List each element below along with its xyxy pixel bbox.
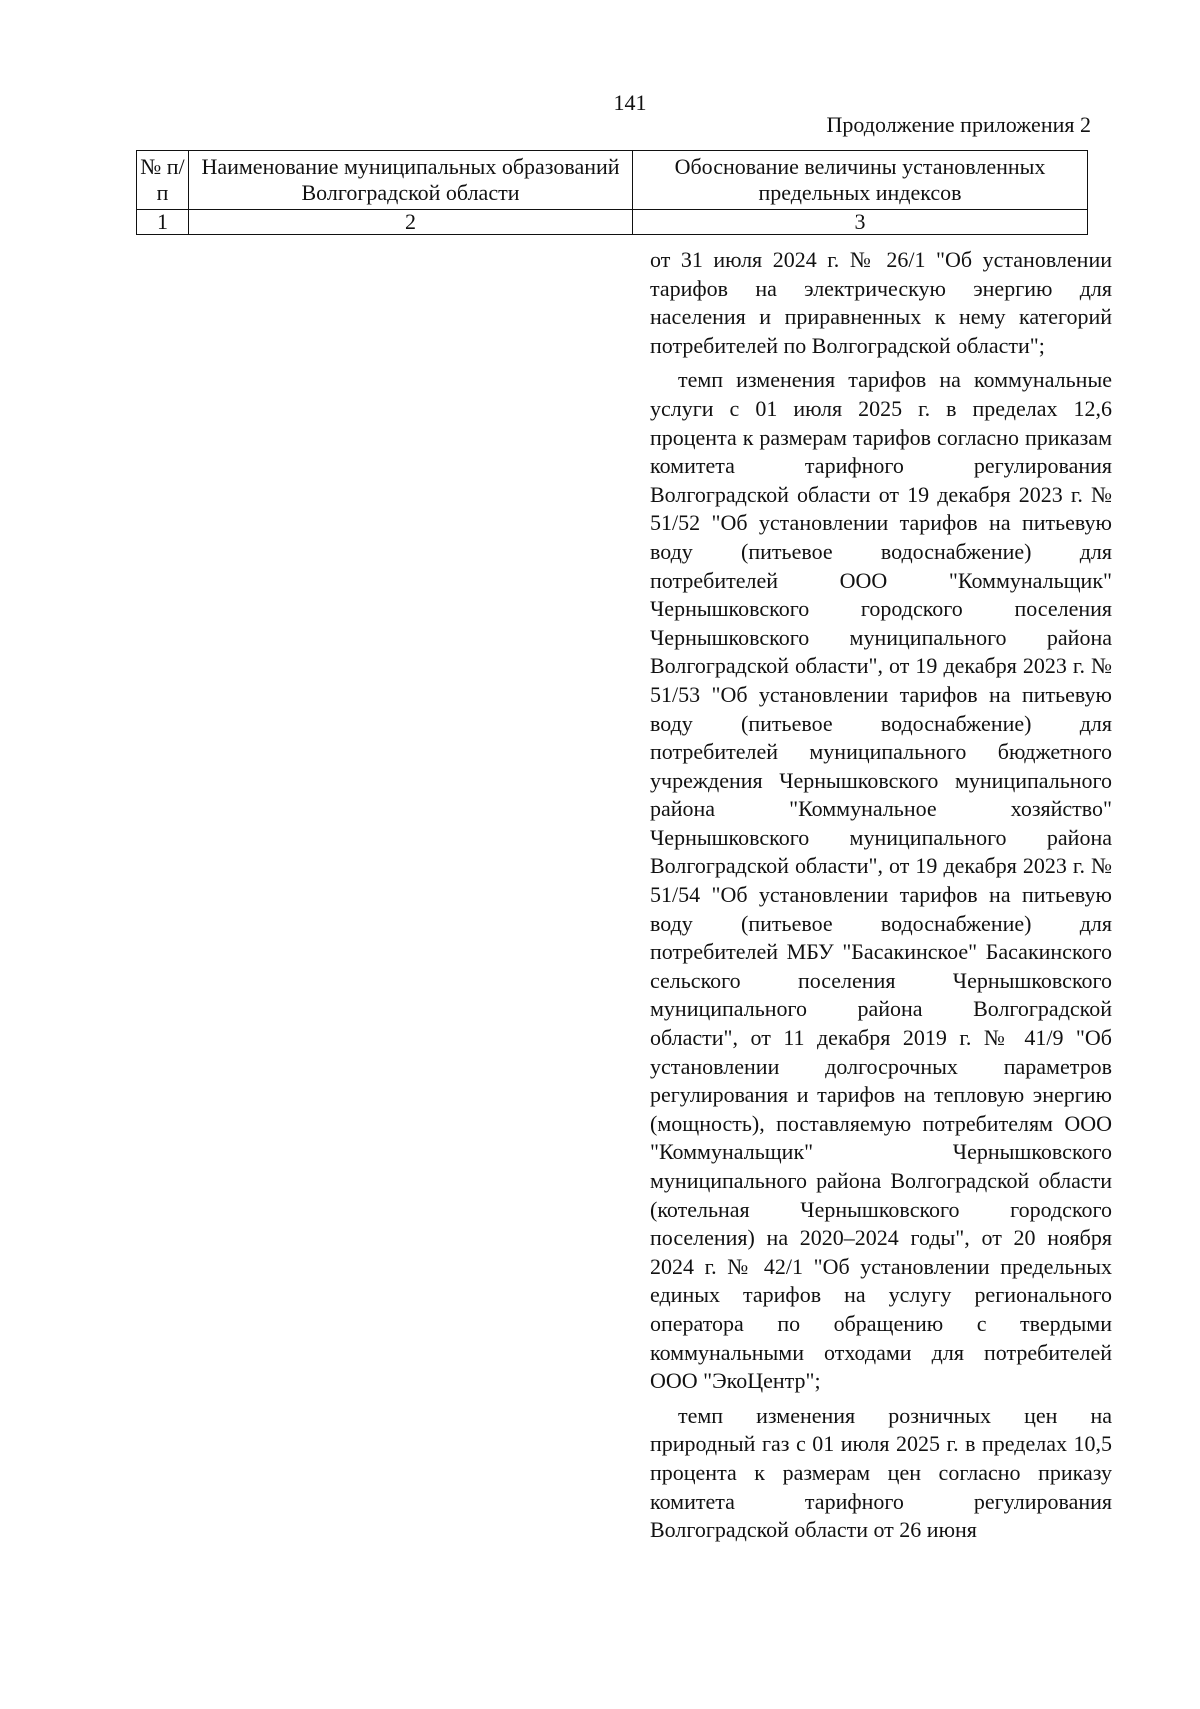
header-cell-municipality: Наименование муниципальных образований Волгоградской области bbox=[189, 151, 633, 210]
page-number: 141 bbox=[613, 90, 647, 115]
column-number-3: 3 bbox=[633, 210, 1088, 235]
continuation-label: Продолжение приложения 2 bbox=[826, 112, 1091, 137]
table-column-numbers-row bbox=[137, 210, 1088, 235]
column-number-1: 1 bbox=[137, 210, 189, 235]
header-cell-justification: Обоснование величины установленных предельных индексов bbox=[633, 151, 1088, 210]
header-cell-number: № п/п bbox=[137, 151, 189, 210]
paragraph-electricity: от 31 июля 2024 г. № 26/1 "Об установлении тарифов на электрическую энергию для населения и приравненных к нему категорий потребителей по Волгоградской области"; bbox=[650, 247, 1112, 358]
paragraph-gas: темп изменения розничных цен на природный газ с 01 июля 2025 г. в пределах 10,5 процента к размерам цен согласно приказу комитета тарифного регулирования Волгоградской области от 26 июня bbox=[650, 1402, 1112, 1543]
column-number-2: 2 bbox=[189, 210, 633, 235]
table-header-row bbox=[137, 151, 1088, 210]
paragraph-utilities: темп изменения тарифов на коммунальные услуги с 01 июля 2025 г. в пределах 12,6 процента к размерам тарифов согласно приказам комитета тарифного регулирования Волгоградской области от 19 декабря 2023 г. № 51/52 "Об установлении тарифов на питьевую воду (питьевое водоснабжение) для потребителей ООО "Коммунальщик" Чернышковского городского поселения Чернышковского муниципального района Волгоградской области", от 19 декабря 2023 г. № 51/53 "Об установлении тарифов на питьевую воду (питьевое водоснабжение) для потребителей муниципального бюджетного учреждения Чернышковского муниципального района "Коммунальное хозяйство" Чернышковского муниципального района Волгоградской области", от 19 декабря 2023 г. № 51/54 "Об установлении тарифов на питьевую воду (питьевое водоснабжение) для потребителей МБУ "Басакинское" Басакинского сельского поселения Чернышковского муниципального района Волгоградской области", от 11 декабря 2019 г. № 41/9 "Об установлении долгосрочных параметров регулирования и тарифов на тепловую энергию (мощность), поставляемую потребителям ООО "Коммунальщик" Чернышковского муниципального района Волгоградской области (котельная Чернышковского городского поселения) на 2020–2024 годы", от 20 ноября 2024 г. № 42/1 "Об установлении предельных единых тарифов на услугу регионального оператора по обращению с твердыми коммунальными отходами для потребителей ООО "ЭкоЦентр"; bbox=[650, 367, 1112, 1394]
header-table bbox=[136, 150, 1088, 235]
justification-text bbox=[650, 246, 1112, 1551]
